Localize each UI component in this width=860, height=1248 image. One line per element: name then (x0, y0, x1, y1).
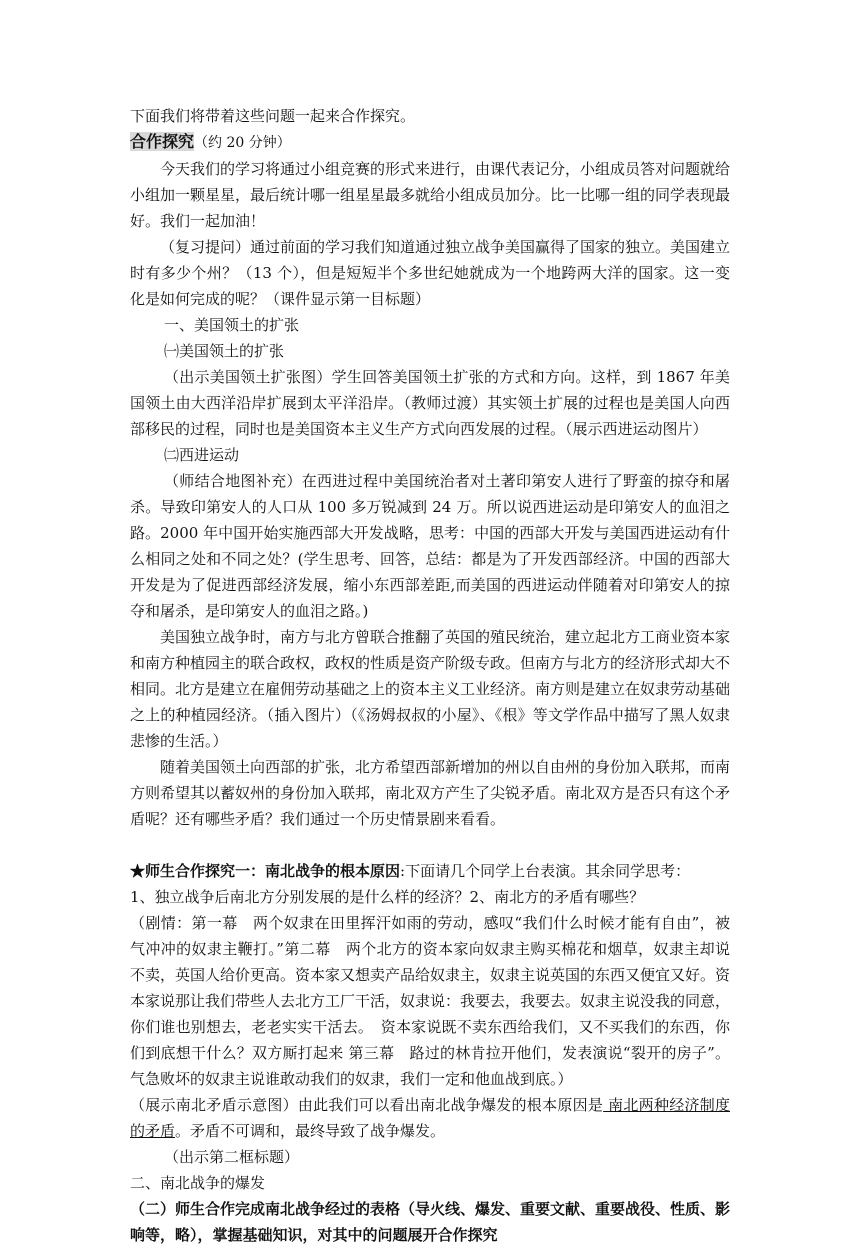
section-time: （约 20 分钟） (194, 135, 291, 151)
conclusion-answer: 南北两种经济制度的矛盾 (130, 1096, 730, 1140)
cooperation-one (130, 858, 730, 884)
discussion-questions: 1、独立战争后南北方分别发展的是什么样的经济？2、南北方的矛盾有哪些？ (130, 888, 645, 906)
paragraph-competition: 今天我们的学习将通过小组竞赛的形式来进行，由课代表记分，小组成员答对问题就给小组加一颗星星，最后统计哪一组星星最多就给小组成员加分。比一比哪一组的同学表现最好。我们一起加油！ (130, 160, 731, 230)
heading-civil-war-outbreak: 二、南北战争的爆发 (130, 1174, 266, 1192)
conclusion (130, 1092, 730, 1144)
heading-territory-expansion: 一、美国领土的扩张 (164, 316, 300, 334)
subheading-territory-expansion: ㈠美国领土的扩张 (164, 342, 285, 360)
cooperation-one-instruction: :下面请几个同学上台表演。其余同学思考： (400, 862, 691, 880)
document-page (130, 103, 730, 1248)
paragraph-north-south-conflict: 随着美国领土向西部的扩张，北方希望西部新增加的州以自由州的身份加入联邦，而南方则希望其以蓄奴州的身份加入联邦，南北双方产生了尖锐矛盾。南北双方是否只有这个矛盾呢？还有哪些矛盾？我们通过一个历史情景剧来看看。 (130, 758, 731, 828)
section-heading (130, 129, 730, 156)
intro-text: 下面我们将带着这些问题一起来合作探究。 (130, 107, 416, 125)
subheading-westward-movement: ㈡西进运动 (164, 446, 240, 464)
paragraph-westward-movement: （师结合地图补充）在西进过程中美国统治者对土著印第安人进行了野蛮的掠夺和屠杀。导致印第安人的人口从 100 多万锐减到 24 万。所以说西进运动是印第安人的血泪之路。2000 年中国开始实施西部大开发战略，思考：中国的西部大开发与美国西进运动有什么相同之处和不同之处？(学生思考、回答，总结：都是为了开发西部经济。中国的西部大开发是为了促进西部经济发展，缩小东西部差距,而美国的西进运动伴随着对印第安人的掠夺和屠杀，是印第安人的血泪之路。) (130, 472, 730, 620)
cooperation-two: （二）师生合作完成南北战争经过的表格（导火线、爆发、重要文献、重要战役、性质、影响等，略），掌握基础知识，对其中的问题展开合作探究 (130, 1200, 731, 1244)
blank-line (130, 832, 730, 858)
paragraph-north-south-economy: 美国独立战争时，南方与北方曾联合推翻了英国的殖民统治，建立起北方工商业资本家和南方种植园主的联合政权，政权的性质是资产阶级专政。但南方与北方的经济形式却大不相同。北方是建立在雇佣劳动基础之上的资本主义工业经济。南方则是建立在奴隶劳动基础之上的种植园经济。（插入图片）（《汤姆叔叔的小屋》、《根》等文学作品中描写了黑人奴隶悲惨的生活。） (130, 628, 731, 750)
paragraph-review-question: （复习提问）通过前面的学习我们知道通过独立战争美国赢得了国家的独立。美国建立时有多少个州？（13 个），但是短短半个多世纪她就成为一个地跨两大洋的国家。这一变化是如何完成的呢？（课件显示第一目标题） (130, 238, 731, 308)
drama-script: （剧情：第一幕 两个奴隶在田里挥汗如雨的劳动，感叹“我们什么时候才能有自由”，被气冲冲的奴隶主鞭打。”第二幕 两个北方的资本家向奴隶主购买棉花和烟草，奴隶主却说不卖，英国人给价更高。资本家又想卖产品给奴隶主，奴隶主说英国的东西又便宜又好。资本家说那让我们带些人去北方工厂干活，奴隶说：我要去，我要去。奴隶主说没我的同意，你们谁也别想去，老老实实干活去。 资本家说既不卖东西给我们，又不买我们的东西，你们到底想干什么？双方厮打起来 第三幕 路过的林肯拉开他们，发表演说“裂开的房子”。气急败坏的奴隶主说谁敢动我们的奴隶，我们一定和他血战到底。） (130, 914, 731, 1088)
show-second-title: （出示第二框标题） (164, 1148, 300, 1166)
conclusion-lead: （展示南北矛盾示意图）由此我们可以看出南北战争爆发的根本原因是 (130, 1096, 604, 1114)
cooperation-one-title: ★师生合作探究一：南北战争的根本原因 (130, 862, 401, 880)
conclusion-end: 。矛盾不可调和，最终导致了战争爆发。 (175, 1122, 446, 1140)
section-title: 合作探究 (130, 132, 195, 151)
paragraph-expansion-map: （出示美国领土扩张图）学生回答美国领土扩张的方式和方向。这样，到 1867 年美国领土由大西洋沿岸扩展到太平洋沿岸。（教师过渡）其实领土扩展的过程也是美国人向西部移民的过程，同时也是美国资本主义生产方式向西发展的过程。（展示西进运动图片） (130, 368, 730, 438)
